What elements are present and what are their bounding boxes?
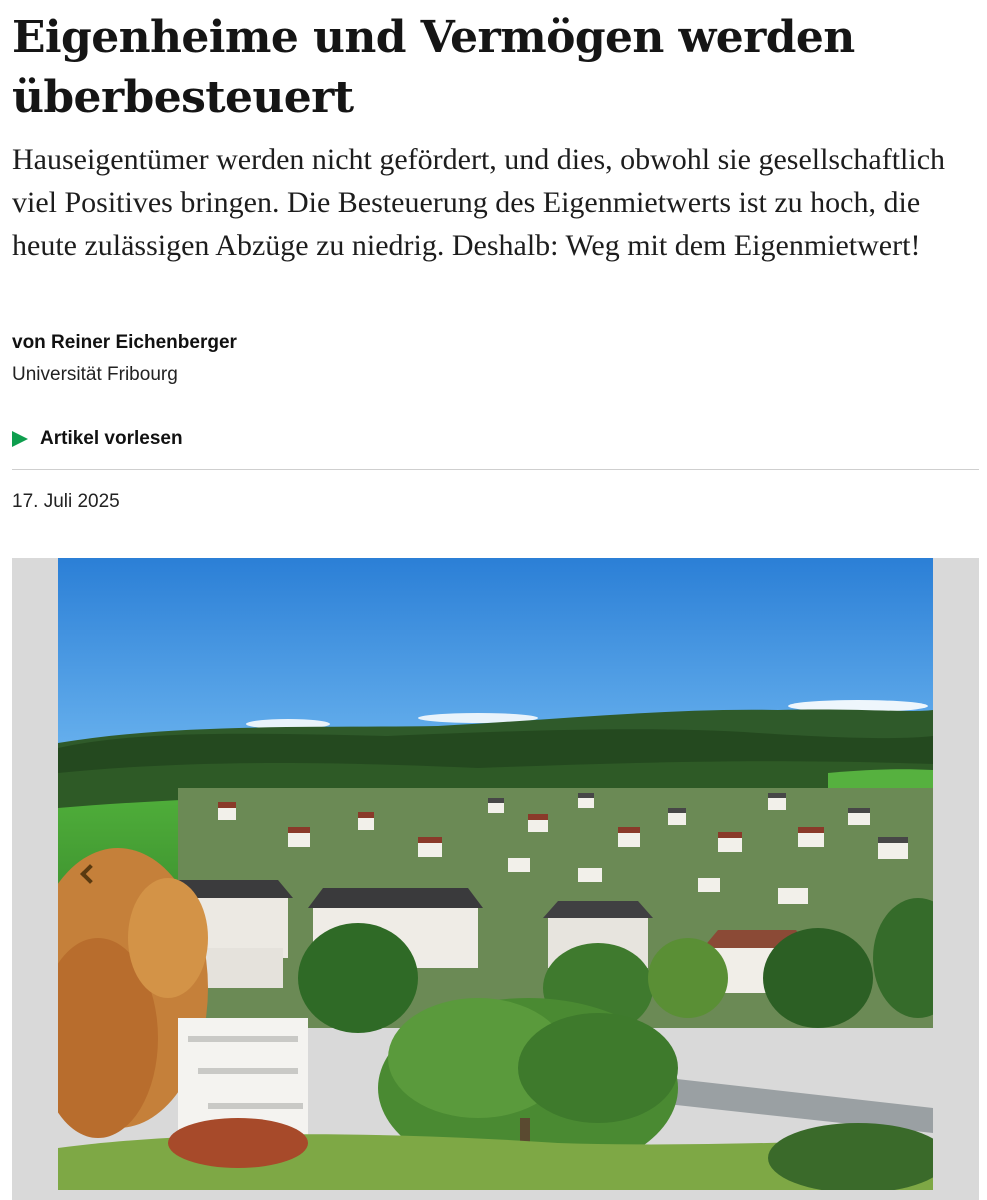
play-icon <box>12 431 28 447</box>
gallery-prev-button[interactable] <box>74 856 100 892</box>
article-title: Eigenheime und Vermögen werden überbesteuert <box>12 12 855 123</box>
author-name[interactable]: von Reiner Eichenberger <box>12 332 237 353</box>
divider <box>12 469 979 470</box>
read-aloud-button[interactable] <box>10 425 183 453</box>
read-aloud-label: Artikel vorlesen <box>40 428 183 449</box>
author-affiliation: Universität Fribourg <box>12 364 178 385</box>
hero-photo <box>58 558 933 1190</box>
publish-date: 17. Juli 2025 <box>12 491 120 512</box>
article-lead: Hauseigentümer werden nicht gefördert, und dies, obwohl sie gesellschaftlich viel Positives bringen. Die Besteuerung des Eigenmietwerts ist zu hoch, die heute zulässigen Abzüge zu niedrig. Deshalb: Weg mit dem Eigenmietwert! <box>12 143 946 262</box>
chevron-left-icon <box>80 864 100 884</box>
image-gallery <box>12 558 979 1200</box>
